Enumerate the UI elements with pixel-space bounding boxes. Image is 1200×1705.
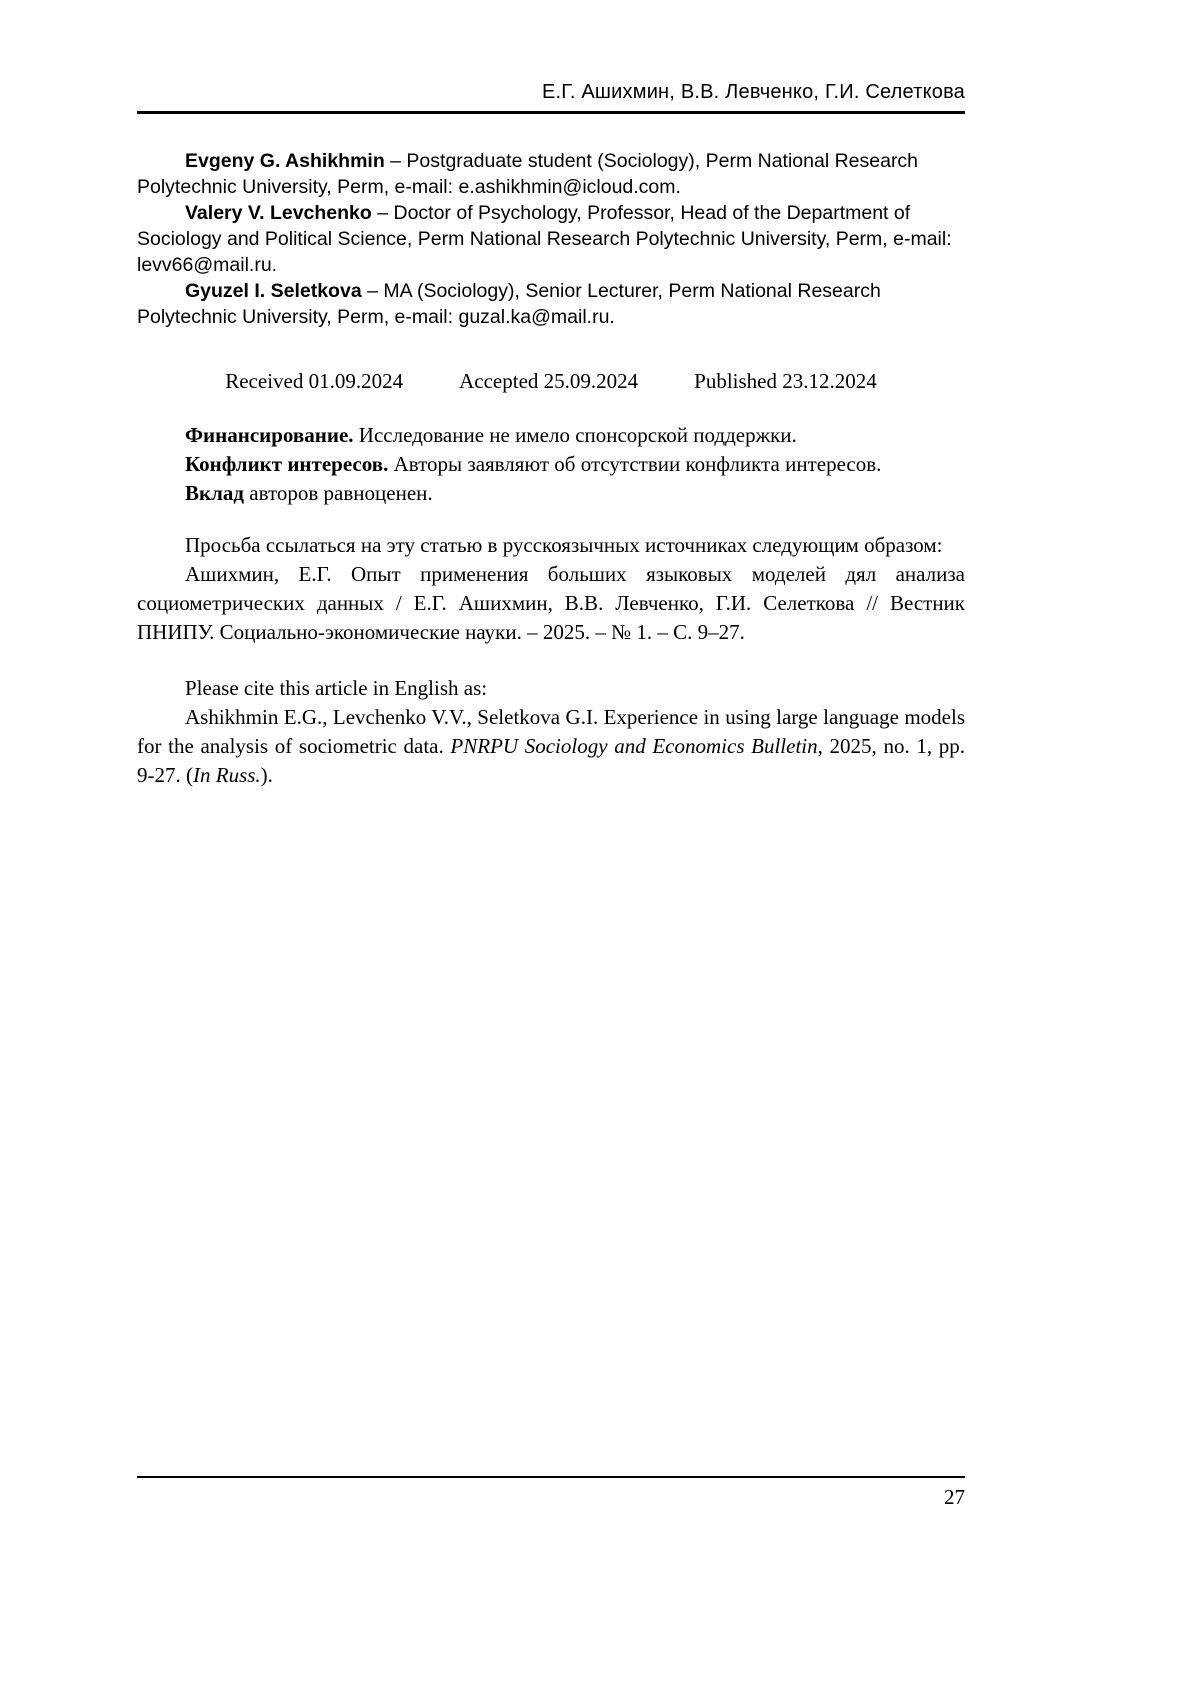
author-paragraph-2 xyxy=(137,200,965,278)
page-number: 27 xyxy=(944,1485,965,1509)
citation-ru-intro: Просьба ссылаться на эту статью в русскоязычных источниках следующим образом: xyxy=(185,533,943,557)
citation-en-part1: Ashikhmin E.G., Levchenko V.V., Seletkova G.I. Experience in using large language models for the analysis of sociometric data. xyxy=(137,705,965,758)
contribution-label: Вклад xyxy=(185,481,245,505)
funding-note xyxy=(137,421,965,450)
running-header-authors: Е.Г. Ашихмин, В.В. Левченко, Г.И. Селеткова xyxy=(541,81,965,103)
citation-ru-block xyxy=(137,531,965,647)
published-date: Published 23.12.2024 xyxy=(694,369,877,393)
accepted-date: Accepted 25.09.2024 xyxy=(459,369,639,393)
contribution-note xyxy=(137,479,965,508)
page-header xyxy=(137,0,965,114)
author-info-block xyxy=(137,148,965,330)
conflict-note xyxy=(137,450,965,479)
author-name-3: Gyuzel I. Seletkova xyxy=(185,280,362,302)
citation-en-part3: ). xyxy=(260,763,273,787)
citation-en-block xyxy=(137,674,965,790)
article-dates-row xyxy=(137,368,965,395)
citation-ru-body: Ашихмин, Е.Г. Опыт применения больших языковых моделей дял анализа социометрических данных / Е.Г. Ашихмин, В.В. Левченко, Г.И. Селеткова // Вестник ПНИПУ. Социально-экономические науки. – 2025. – № 1. – С. 9–27. xyxy=(137,562,965,644)
citation-en-journal-title: PNRPU Sociology and Economics Bulletin xyxy=(450,734,818,758)
citation-en-part2: , 2025, no. 1, pp. 9-27. ( xyxy=(137,734,966,787)
conflict-label: Конфликт интересов. xyxy=(185,452,389,476)
page-footer xyxy=(137,1476,965,1510)
citation-en-in-russ: In Russ. xyxy=(193,763,261,787)
citation-en-body xyxy=(137,703,965,790)
author-details-3: – MA (Sociology), Senior Lecturer, Perm National Research Polytechnic University, Perm, e-mail: guzal.ka@mail.ru. xyxy=(137,280,881,328)
article-notes-block xyxy=(137,421,965,508)
author-name-1: Evgeny G. Ashikhmin xyxy=(185,150,385,172)
contribution-text: авторов равноценен. xyxy=(244,481,433,505)
received-date: Received 01.09.2024 xyxy=(225,369,404,393)
header-rule xyxy=(137,111,965,114)
author-paragraph-3 xyxy=(137,278,965,330)
funding-label: Финансирование. xyxy=(185,423,354,447)
author-details-2: – Doctor of Psychology, Professor, Head of the Department of Sociology and Political Science, Perm National Research Polytechnic University, Perm, e-mail: levv66@mail.ru. xyxy=(137,202,952,276)
author-name-2: Valery V. Levchenko xyxy=(185,202,372,224)
funding-text: Исследование не имело спонсорской поддержки. xyxy=(353,423,797,447)
author-details-1: – Postgraduate student (Sociology), Perm National Research Polytechnic University, Perm, e-mail: e.ashikhmin@icloud.com. xyxy=(137,150,919,198)
author-paragraph-1 xyxy=(137,148,965,200)
conflict-text: Авторы заявляют об отсутствии конфликта интересов. xyxy=(388,452,882,476)
citation-en-intro: Please cite this article in English as: xyxy=(185,676,488,700)
document-page xyxy=(137,0,965,790)
